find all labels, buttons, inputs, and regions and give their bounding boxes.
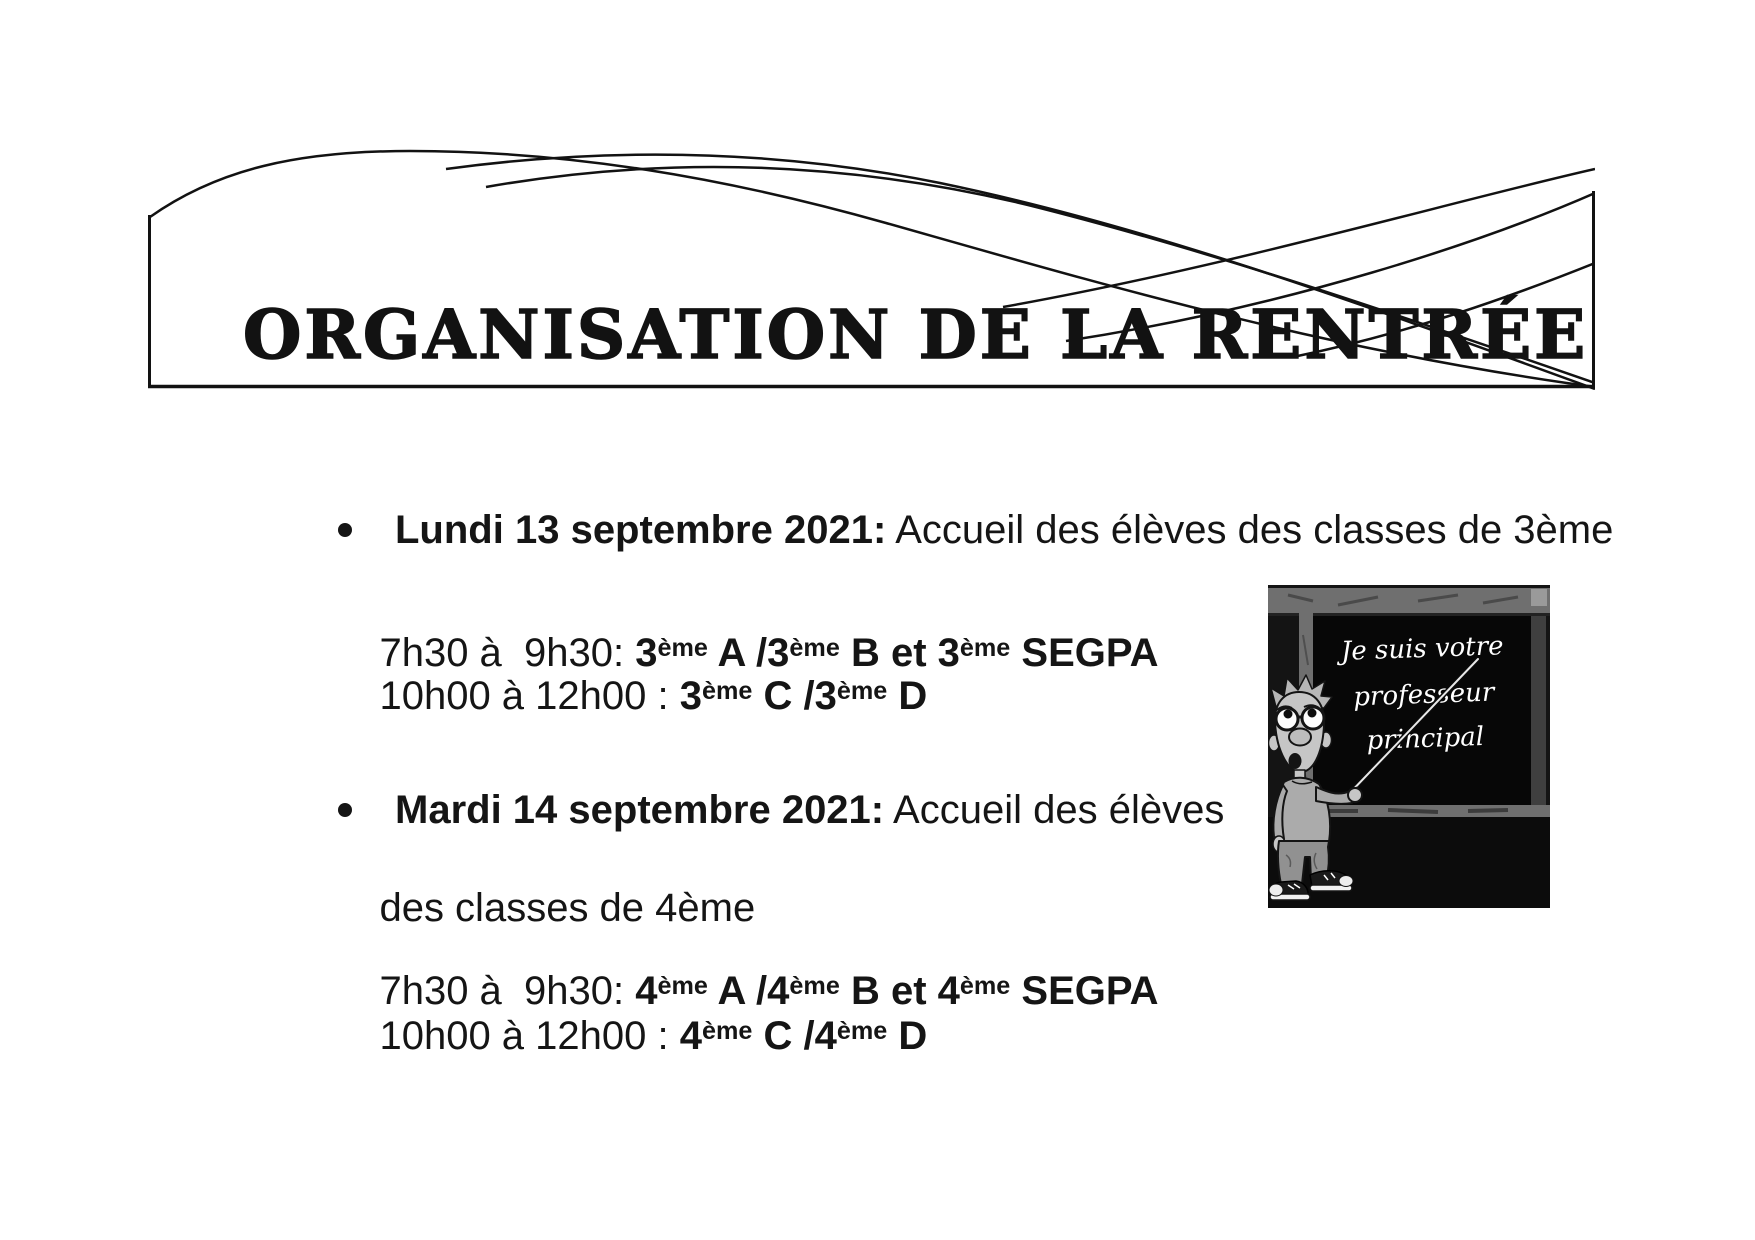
text-run: 3 xyxy=(635,631,658,675)
text-run: ème xyxy=(657,971,708,1000)
schedule-line-4eme-late-morning xyxy=(335,967,927,1105)
text-run: 3 xyxy=(679,674,702,718)
text-run: SEGPA xyxy=(1010,631,1159,675)
text-run: ème xyxy=(657,633,708,662)
text-run: 4 xyxy=(679,1014,702,1058)
schedule-line-3eme-late-morning xyxy=(335,627,927,765)
text-run: Lundi 13 septembre 2021: xyxy=(395,508,887,552)
page-title: ORGANISATION DE LA RENTRÉE xyxy=(243,295,1589,374)
text-run: Accueil des élèves des classes de 3ème xyxy=(886,508,1614,552)
text-run: ème xyxy=(789,633,840,662)
board-text-line: professeur xyxy=(1352,677,1495,713)
text-run: ème xyxy=(701,676,753,705)
text-run: ème xyxy=(701,1016,753,1045)
text-run: 7h30 à 9h30: xyxy=(379,969,636,1013)
text-run: A /3 xyxy=(707,631,790,675)
schedule-line-text xyxy=(379,1014,927,1058)
text-run: 4 xyxy=(635,969,658,1013)
text-run: B et 3 xyxy=(839,631,960,675)
text-run: C /3 xyxy=(752,674,837,718)
teacher-blackboard-illustration xyxy=(1268,585,1550,908)
text-run: C /4 xyxy=(752,1014,837,1058)
bullet-icon xyxy=(338,523,352,537)
text-run: ème xyxy=(959,633,1011,662)
bullet-item-lundi xyxy=(338,507,1613,553)
board-text-line: principal xyxy=(1366,721,1485,757)
text-run: B et 4 xyxy=(839,969,960,1013)
text-run: ème xyxy=(789,971,840,1000)
text-run: Mardi 14 septembre 2021: xyxy=(395,788,885,832)
text-run: 10h00 à 12h00 : xyxy=(379,674,680,718)
text-run: 10h00 à 12h00 : xyxy=(379,1014,680,1058)
text-run: des classes de 4ème xyxy=(379,886,756,930)
text-run: Accueil des élèves xyxy=(884,788,1225,832)
text-run: SEGPA xyxy=(1010,969,1159,1013)
bullet-item-lundi-text xyxy=(395,507,1613,553)
bullet-item-mardi xyxy=(338,787,1224,833)
text-run: D xyxy=(887,674,928,718)
text-run: 7h30 à 9h30: xyxy=(379,631,636,675)
text-run: ème xyxy=(836,1016,888,1045)
schedule-line-text xyxy=(379,674,927,718)
text-run: D xyxy=(887,1014,928,1058)
text-run: ème xyxy=(959,971,1011,1000)
board-text-line: Je suis votre xyxy=(1340,631,1505,667)
bullet-icon xyxy=(338,803,352,817)
text-run: A /4 xyxy=(707,969,790,1013)
teacher-blackboard-image xyxy=(1268,585,1550,908)
text-run: ème xyxy=(836,676,888,705)
bullet-item-mardi-text xyxy=(395,787,1224,833)
header-banner xyxy=(148,145,1595,390)
